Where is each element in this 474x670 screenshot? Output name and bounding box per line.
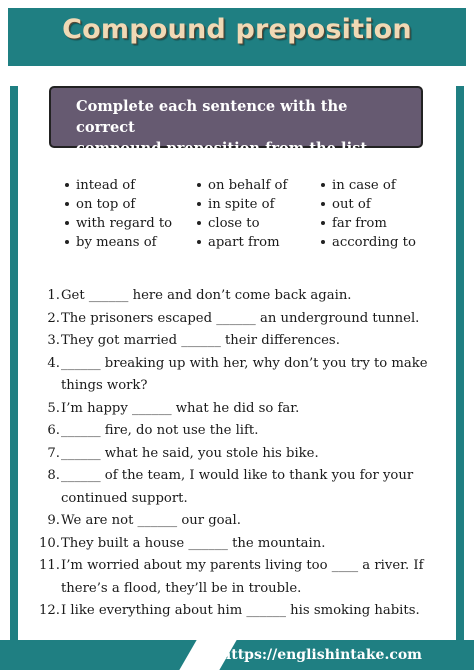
question-text: We are not ______ our goal. xyxy=(61,513,241,528)
question-text: They got married ______ their differences. xyxy=(61,333,340,348)
left-border-bar xyxy=(10,86,18,646)
question-number: 5. xyxy=(47,400,60,416)
instruction-box xyxy=(49,86,423,157)
question-number: 4. xyxy=(47,355,60,371)
question-number: 9. xyxy=(47,513,60,528)
question-text: I’m happy ______ what he did so far. xyxy=(61,400,300,416)
question-text: Get ______ here and don’t come back again. xyxy=(61,288,352,303)
question-number: 12. xyxy=(39,603,60,618)
word-list-column-2 xyxy=(196,176,287,252)
question-text: ______ breaking up with her, why don’t you try to make things work? xyxy=(61,355,428,393)
word-item: by means of xyxy=(64,233,172,252)
question-text: They built a house ______ the mountain. xyxy=(61,535,326,551)
question-number: 2. xyxy=(47,310,60,326)
question-item xyxy=(34,600,444,623)
question-item xyxy=(34,465,444,510)
right-border-bar xyxy=(456,86,464,646)
question-number: 10. xyxy=(39,535,60,551)
question-number: 11. xyxy=(39,558,60,573)
page-title: Compound preposition xyxy=(62,14,412,45)
word-item: far from xyxy=(320,214,416,233)
question-text: ______ what he said, you stole his bike. xyxy=(61,445,319,461)
question-list xyxy=(34,285,444,623)
instruction-line-2: compound preposition from the list. xyxy=(76,140,373,157)
word-list-column-1 xyxy=(64,176,172,252)
question-item xyxy=(34,533,444,556)
question-number: 1. xyxy=(47,288,60,303)
word-item: with regard to xyxy=(64,214,172,233)
question-item xyxy=(34,285,444,308)
word-item: in spite of xyxy=(196,195,287,214)
word-item: out of xyxy=(320,195,416,214)
question-item xyxy=(34,308,444,331)
word-item: intead of xyxy=(64,176,172,195)
question-number: 7. xyxy=(47,445,60,461)
question-text: ______ of the team, I would like to thank you for your continued support. xyxy=(61,468,414,506)
question-text: The prisoners escaped ______ an underground tunnel. xyxy=(61,310,420,326)
question-item xyxy=(34,510,444,533)
word-list-column-3 xyxy=(320,176,416,252)
website-link[interactable]: https://englishintake.com xyxy=(221,647,422,663)
question-item xyxy=(34,555,444,600)
question-item xyxy=(34,398,444,421)
instruction-line-1: Complete each sentence with the correct xyxy=(76,98,348,136)
question-text: I like everything about him ______ his smoking habits. xyxy=(61,603,420,618)
question-text: ______ fire, do not use the lift. xyxy=(61,423,259,438)
word-item: on behalf of xyxy=(196,176,287,195)
question-number: 3. xyxy=(47,333,60,348)
question-item xyxy=(34,330,444,353)
question-item xyxy=(34,420,444,443)
question-item xyxy=(34,443,444,466)
word-item: close to xyxy=(196,214,287,233)
question-number: 8. xyxy=(47,468,60,483)
word-item: apart from xyxy=(196,233,287,252)
word-item: in case of xyxy=(320,176,416,195)
question-text: I’m worried about my parents living too ____ a river. If there’s a flood, they’ll be in trouble. xyxy=(61,558,424,596)
word-item: on top of xyxy=(64,195,172,214)
question-item xyxy=(34,353,444,398)
question-number: 6. xyxy=(47,423,60,438)
word-item: according to xyxy=(320,233,416,252)
